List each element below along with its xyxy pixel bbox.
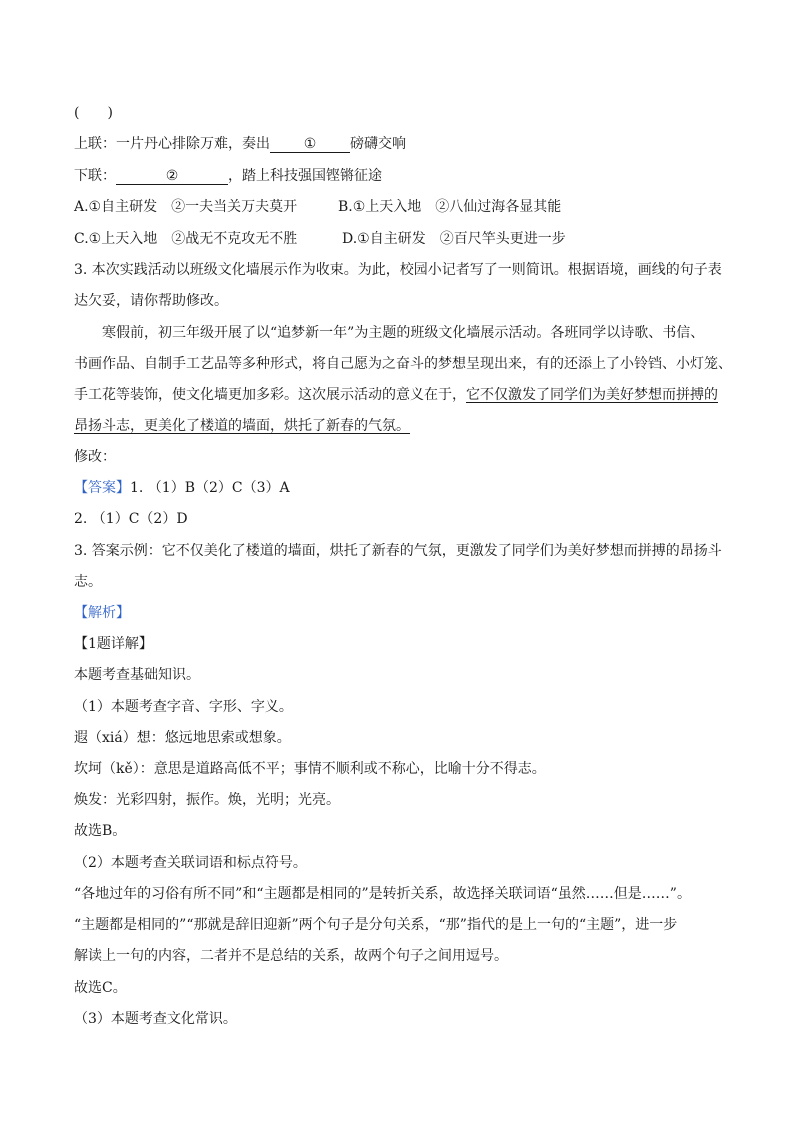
- analysis-p9: 解读上一句的内容，二者并不是总结的关系，故两个句子之间用逗号。: [74, 948, 508, 964]
- analysis-p2: 遐（xiá）想：悠远地思索或想象。: [74, 730, 291, 746]
- answer-line-4: 志。: [74, 574, 102, 590]
- analysis-p1: （1）本题考查字音、字形、字义。: [74, 699, 293, 715]
- analysis-intro: 本题考查基础知识。: [74, 667, 200, 683]
- analysis-p6: （2）本题考查关联词语和标点符号。: [74, 855, 307, 871]
- couplet-lower-blank: ②: [116, 168, 228, 185]
- options-row-1: [74, 198, 724, 216]
- couplet-lower: [74, 167, 724, 185]
- option-a: A.①自主研发 ②一夫当关万夫莫开: [74, 199, 298, 215]
- option-d: D.①自主研发 ②百尺竿头更进一步: [342, 231, 566, 247]
- couplet-lower-suffix: ，踏上科技强国铿锵征途: [228, 168, 382, 184]
- analysis-p4: 焕发：光彩四射，振作。焕，光明；光亮。: [74, 792, 340, 808]
- passage-line-3: [74, 386, 724, 404]
- detail-title: 【1题详解】: [74, 636, 153, 652]
- analysis-label: 【解析】: [74, 605, 130, 621]
- answer-text-1: 1. （1）B（2）C（3）A: [130, 480, 290, 496]
- passage-line-2: 书画作品、自制手工艺品等多种形式，将自己愿为之奋斗的梦想呈现出来，有的还添上了小铃铛、小灯笼、: [74, 356, 732, 372]
- answer-line-3: 3. 答案示例：它不仅美化了楼道的墙面，烘托了新春的气氛，更激发了同学们为美好梦想而拼搏的昂扬斗: [74, 543, 722, 559]
- answer-line-2: 2. （1）C（2）D: [74, 511, 188, 527]
- analysis-p5: 故选B。: [74, 823, 127, 839]
- underlined-sentence-part-1: 它不仅激发了同学们为美好梦想而拼搏的: [466, 387, 718, 403]
- option-b: B.①上天入地 ②八仙过海各显其能: [338, 199, 562, 215]
- analysis-p3: 坎坷（kě）：意思是道路高低不平；事情不顺利或不称心，比喻十分不得志。: [74, 761, 546, 777]
- couplet-upper-prefix: 上联：一片丹心排除万难，奏出: [74, 136, 270, 152]
- couplet-upper: [74, 135, 724, 153]
- couplet-upper-blank: ①: [270, 136, 350, 153]
- answer-bracket: ( ): [74, 105, 113, 121]
- answer-label: 【答案】: [74, 480, 130, 496]
- question-3-line-2: 达欠妥，请你帮助修改。: [74, 293, 228, 309]
- underlined-sentence-part-2: 昂扬斗志，更美化了楼道的墙面，烘托了新春的气氛。: [74, 418, 410, 434]
- revise-label: 修改：: [74, 449, 116, 465]
- question-3-line-1: 3. 本次实践活动以班级文化墙展示作为收束。为此，校园小记者写了一则简讯。根据语境，画线的句子表: [74, 262, 722, 278]
- analysis-p11: （3）本题考查文化常识。: [74, 1011, 237, 1027]
- options-row-2: [74, 230, 724, 248]
- passage-line-4: [74, 417, 724, 435]
- analysis-p8: “主题都是相同的”“那就是辞旧迎新”两个句子是分句关系，“那”指代的是上一句的“主题”，进一步: [74, 917, 678, 933]
- passage-line-1: 寒假前，初三年级开展了以“追梦新一年”为主题的班级文化墙展示活动。各班同学以诗歌、书信、: [102, 325, 705, 341]
- analysis-p7: “各地过年的习俗有所不同”和“主题都是相同的”是转折关系，故选择关联词语“虽然……但是……”。: [74, 886, 691, 902]
- passage-line-3-plain: 手工花等装饰，使文化墙更加多彩。这次展示活动的意义在于，: [74, 387, 466, 403]
- couplet-upper-suffix: 磅礴交响: [350, 136, 406, 152]
- couplet-lower-prefix: 下联：: [74, 168, 116, 184]
- option-c: C.①上天入地 ②战无不克攻无不胜: [74, 231, 298, 247]
- answer-line-1: [74, 479, 724, 497]
- analysis-p10: 故选C。: [74, 980, 127, 996]
